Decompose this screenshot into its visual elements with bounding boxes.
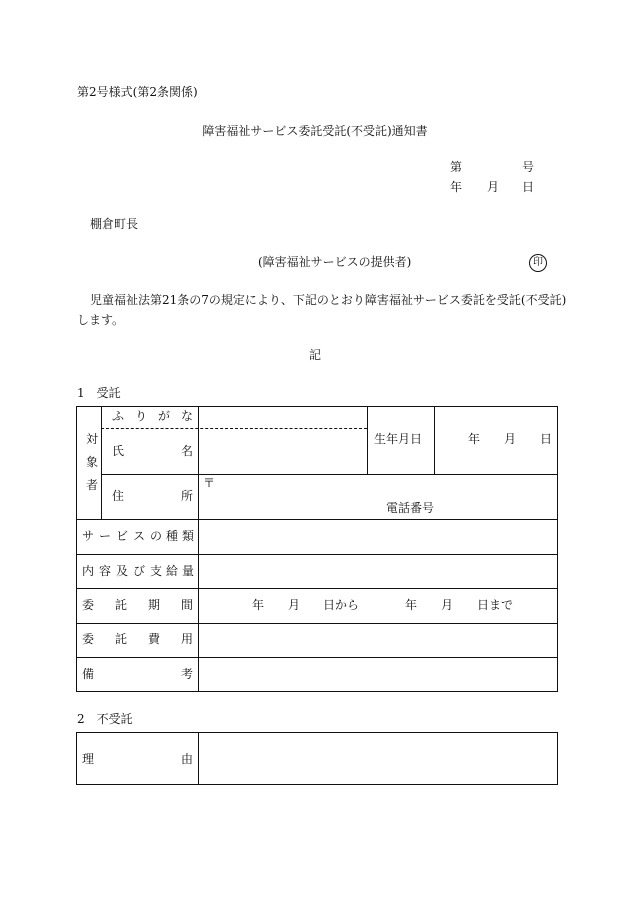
service-type-label-char: の — [150, 529, 163, 543]
period-label-char: 間 — [181, 598, 194, 612]
amount-label-char: 容 — [99, 564, 112, 578]
furigana-label-char: ふ — [112, 409, 125, 423]
phone-label: 電話番号 — [386, 501, 435, 515]
cost-label-char: 費 — [148, 632, 161, 646]
service-type-label-char: ス — [133, 529, 146, 543]
amount-label-char: 及 — [116, 564, 129, 578]
address-label-char: 住 — [112, 489, 125, 503]
date-year-label: 年 — [450, 180, 463, 194]
period-label-char: 期 — [148, 598, 161, 612]
cost-label-char: 委 — [82, 632, 95, 646]
document-title: 障害福祉サービス委託受託(不受託)通知書 — [202, 124, 428, 138]
period-to-day: 日まで — [477, 598, 514, 612]
name-label-char: 氏 — [112, 444, 125, 458]
name-label-char: 名 — [181, 444, 194, 458]
period-to-year: 年 — [405, 598, 418, 612]
cost-label-char: 用 — [181, 632, 194, 646]
number-prefix: 第 — [450, 160, 463, 174]
date-month-label: 月 — [487, 180, 500, 194]
furigana-label-char: り — [135, 409, 148, 423]
addressee: 棚倉町長 — [90, 217, 139, 231]
subject-label-char: 者 — [86, 478, 99, 492]
furigana-label-char: が — [158, 409, 171, 423]
acceptance-table — [76, 406, 558, 692]
birth-year-label: 年 — [468, 432, 481, 446]
amount-label-char: 給 — [166, 564, 179, 578]
remarks-label-char: 考 — [181, 667, 194, 681]
service-type-label-char: サ — [82, 529, 95, 543]
period-label-char: 委 — [82, 598, 95, 612]
address-label-char: 所 — [181, 489, 194, 503]
form-number-label: 第2号様式(第2条関係) — [77, 85, 198, 99]
amount-label-char: 支 — [150, 564, 163, 578]
seal-mark: 印 — [529, 254, 547, 272]
postal-mark: 〒 — [203, 476, 216, 490]
provider-label: (障害福祉サービスの提供者) — [258, 255, 412, 269]
date-day-label: 日 — [522, 180, 535, 194]
period-to-month: 月 — [441, 598, 454, 612]
reason-label-char: 理 — [82, 752, 95, 766]
section-1-heading: 1 受託 — [77, 386, 121, 400]
period-from-year: 年 — [252, 598, 265, 612]
ki-heading: 記 — [308, 348, 321, 362]
subject-label-char: 対 — [86, 432, 99, 446]
birth-month-label: 月 — [504, 432, 517, 446]
period-from-month: 月 — [288, 598, 301, 612]
amount-label-char: び — [133, 564, 146, 578]
service-type-label-char: ビ — [116, 529, 129, 543]
birthdate-label: 生年月日 — [374, 432, 423, 446]
section-2-heading: 2 不受託 — [77, 712, 133, 726]
reason-label-char: 由 — [181, 752, 194, 766]
number-suffix: 号 — [522, 160, 535, 174]
period-from-day: 日から — [323, 598, 360, 612]
body-text-line-2: します。 — [77, 313, 125, 327]
body-text-line-1: 児童福祉法第21条の7の規定により、下記のとおり障害福祉サービス委託を受託(不受託) — [90, 293, 567, 307]
amount-label-char: 量 — [182, 564, 195, 578]
service-type-label-char: 類 — [182, 529, 195, 543]
cost-label-char: 託 — [115, 632, 128, 646]
rejection-table — [76, 732, 558, 785]
service-type-label-char: 種 — [166, 529, 179, 543]
amount-label-char: 内 — [82, 564, 95, 578]
birth-day-label: 日 — [540, 432, 553, 446]
subject-label-char: 象 — [86, 455, 99, 469]
period-label-char: 託 — [115, 598, 128, 612]
furigana-label-char: な — [181, 409, 194, 423]
remarks-label-char: 備 — [82, 667, 95, 681]
service-type-label-char: ー — [99, 529, 112, 543]
